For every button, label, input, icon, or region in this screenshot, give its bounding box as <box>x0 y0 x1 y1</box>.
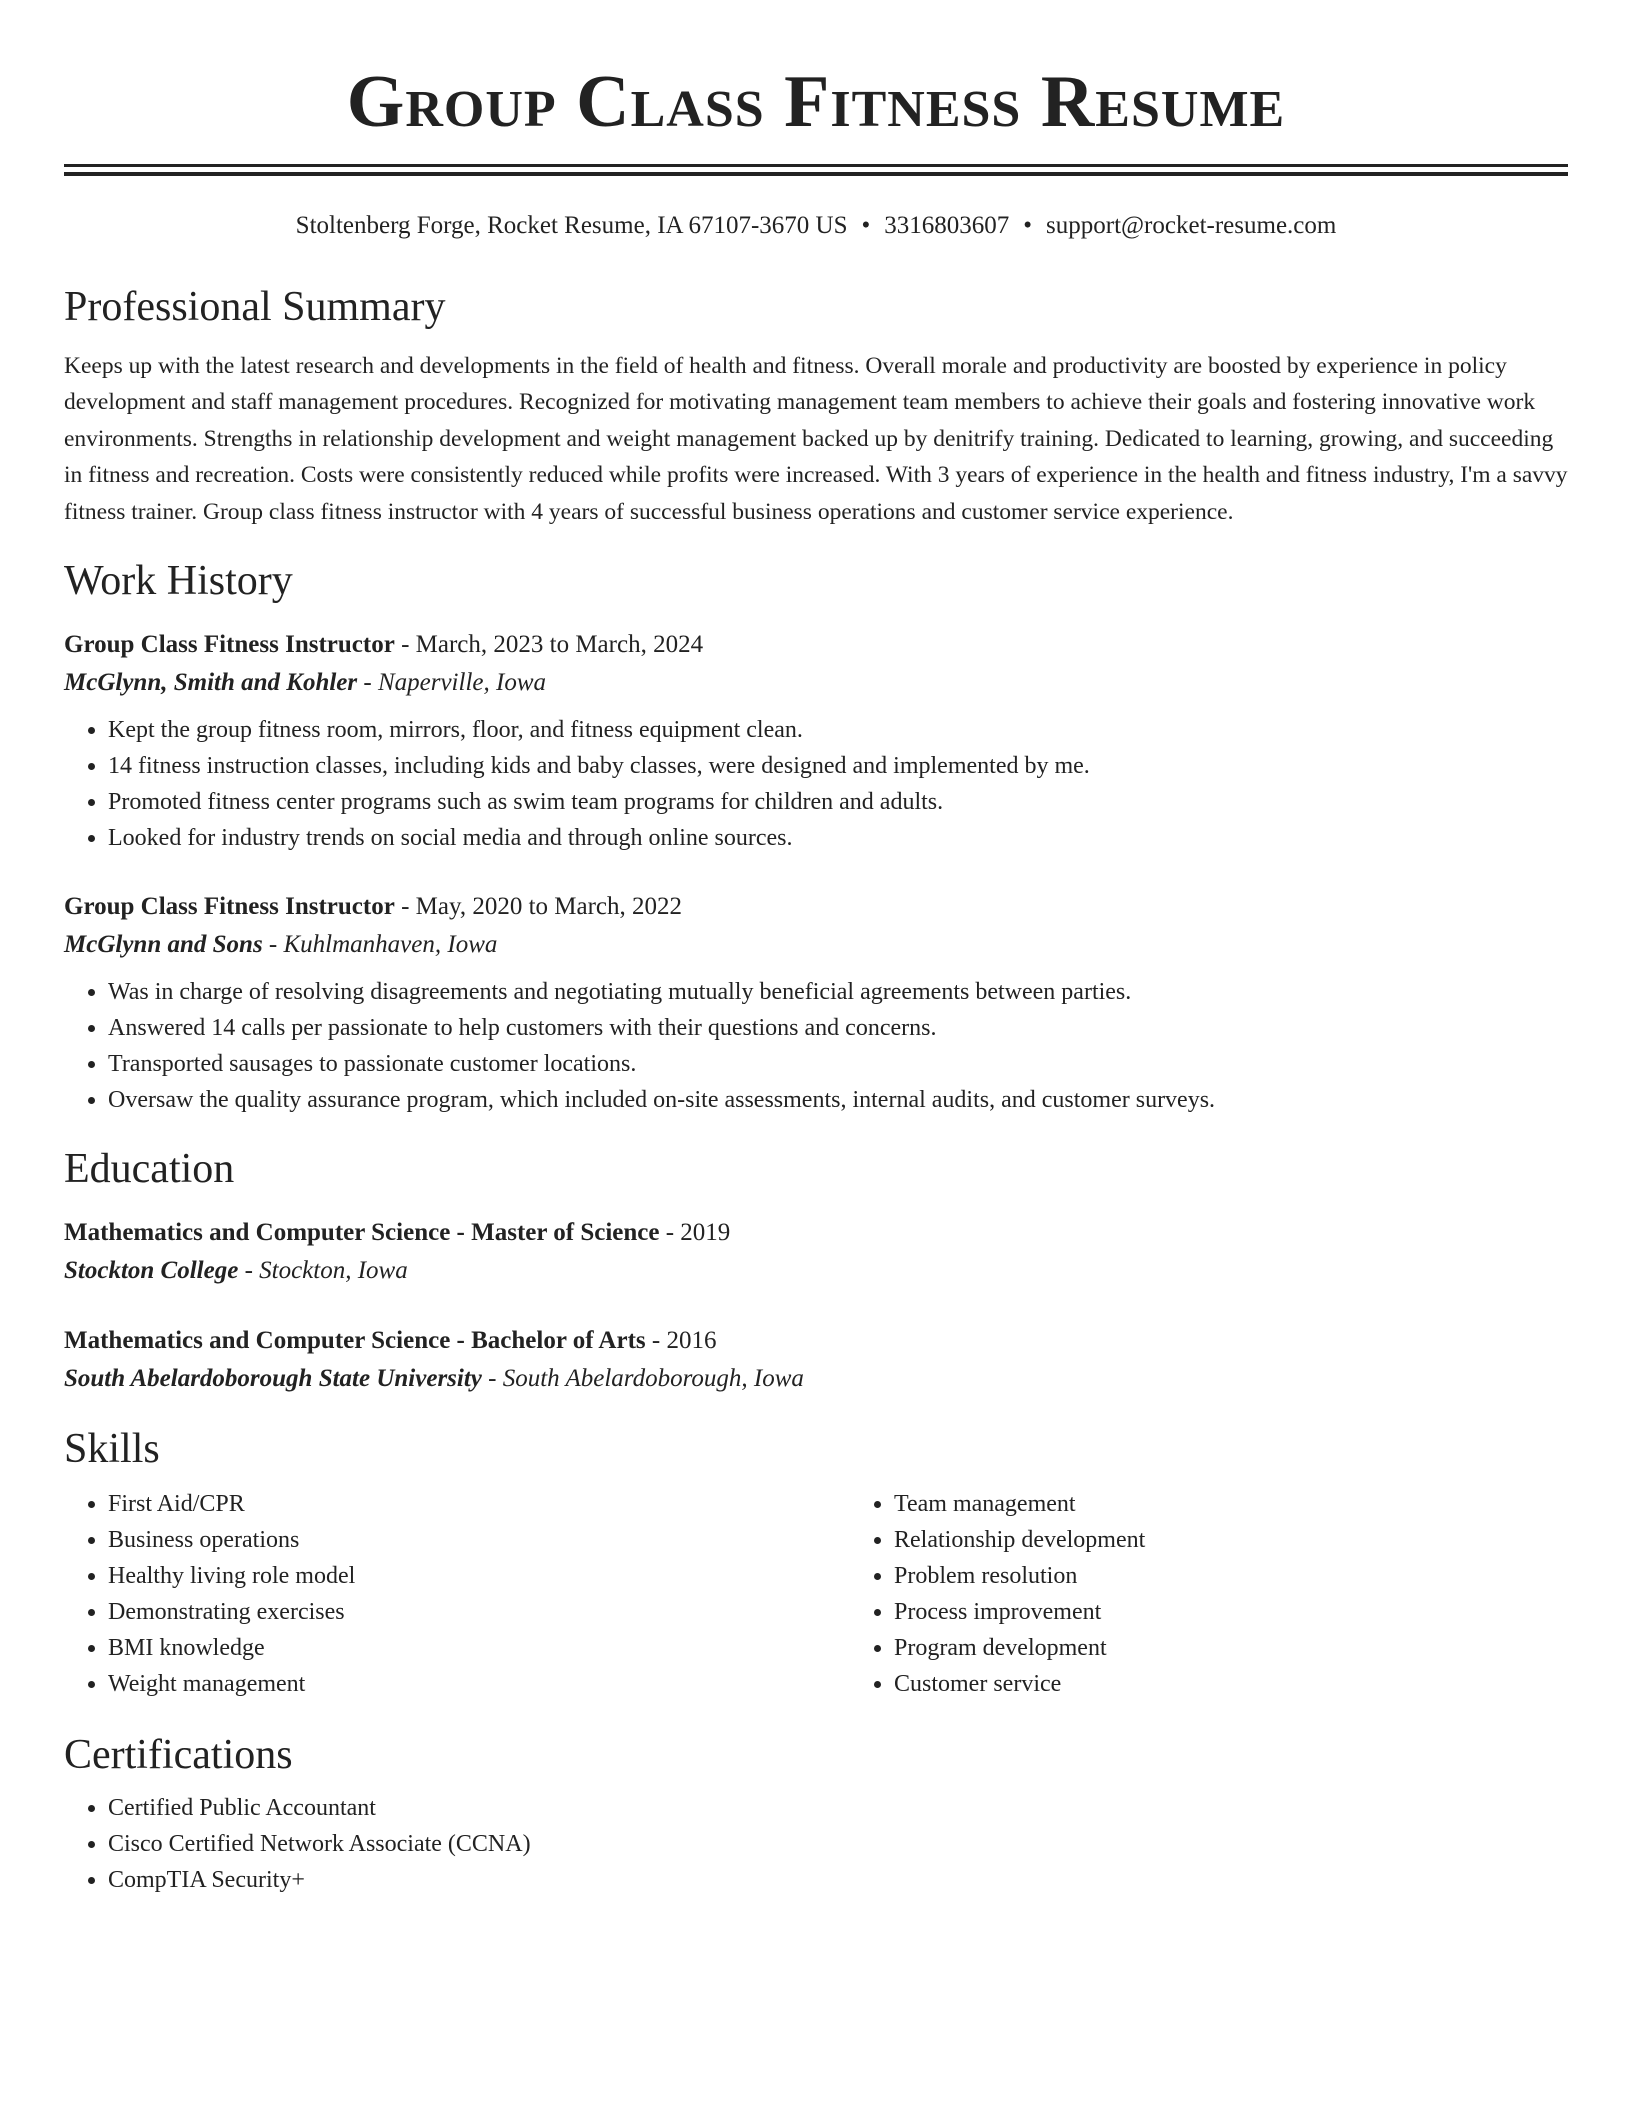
education-entry <box>64 1322 1568 1398</box>
list-item: • CompTIA Security+ <box>108 1862 1568 1898</box>
job-dates: - March, 2023 to March, 2024 <box>394 631 704 659</box>
list-item: • BMI knowledge <box>108 1630 850 1666</box>
summary-heading: Professional Summary <box>64 284 446 330</box>
list-item: • Program development <box>894 1630 1568 1666</box>
education-entry <box>64 1214 1568 1290</box>
job-company-line <box>64 664 1568 702</box>
skills-left-list <box>64 1486 850 1702</box>
certifications-list <box>64 1790 1568 1898</box>
degree-year: - 2019 <box>659 1219 731 1247</box>
job-company: McGlynn and Sons <box>64 931 263 959</box>
job-title-line <box>64 626 1568 664</box>
summary-text: Keeps up with the latest research and developments in the field of health and fitness. Overall morale and productivity are boosted by experience in policy development and staff management procedures. Recognized for motivating management team members to achieve their goals and fostering innovative work environments. Strengths in relationship development and weight management backed up by denitrify training. Dedicated to learning, growing, and succeeding in fitness and recreation. Costs were consistently reduced while profits were increased. With 3 years of experience in the health and fitness industry, I'm a savvy fitness trainer. Group class fitness instructor with 4 years of successful business operations and customer service experience. <box>64 353 1568 525</box>
list-item: • Promoted fitness center programs such as swim team programs for children and adults. <box>108 784 1568 820</box>
list-item: • Oversaw the quality assurance program, which included on-site assessments, internal audits, and customer surveys. <box>108 1082 1568 1118</box>
job-position: Group Class Fitness Instructor <box>64 893 395 921</box>
job-position: Group Class Fitness Instructor <box>64 631 395 659</box>
list-item: • First Aid/CPR <box>108 1486 850 1522</box>
school-name: South Abelardoborough State University <box>64 1365 482 1393</box>
job-entry <box>64 888 1568 1118</box>
school-location: - Stockton, Iowa <box>238 1257 408 1285</box>
contact-phone: 3316803607 <box>884 212 1010 239</box>
work-history-heading: Work History <box>64 558 293 605</box>
contact-address: Stoltenberg Forge, Rocket Resume, IA 67107-3670 US <box>295 212 848 239</box>
list-item: • Transported sausages to passionate customer locations. <box>108 1046 1568 1082</box>
job-location: - Naperville, Iowa <box>357 669 546 697</box>
job-location: - Kuhlmanhaven, Iowa <box>262 931 498 959</box>
job-company-line <box>64 926 1568 964</box>
degree-line <box>64 1322 1568 1360</box>
contact-line <box>64 210 1568 242</box>
list-item: • Process improvement <box>894 1594 1568 1630</box>
contact-email: support@rocket-resume.com <box>1046 212 1337 239</box>
skills-right-list <box>850 1486 1568 1702</box>
school-name: Stockton College <box>64 1257 239 1285</box>
list-item: • Cisco Certified Network Associate (CCNA) <box>108 1826 1568 1862</box>
contact-separator: • <box>861 212 871 239</box>
certifications-heading: Certifications <box>64 1732 293 1779</box>
skills-heading: Skills <box>64 1426 160 1473</box>
job-company: McGlynn, Smith and Kohler <box>64 669 358 697</box>
job-dates: - May, 2020 to March, 2022 <box>394 893 683 921</box>
school-location: - South Abelardoborough, Iowa <box>481 1365 804 1393</box>
list-item: • Demonstrating exercises <box>108 1594 850 1630</box>
skills-columns <box>64 1486 1568 1702</box>
list-item: • Relationship development <box>894 1522 1568 1558</box>
job-bullets <box>64 712 1568 856</box>
degree-name: Mathematics and Computer Science - Bachelor of Arts <box>64 1327 646 1355</box>
job-bullets <box>64 974 1568 1118</box>
education-heading: Education <box>64 1146 235 1193</box>
list-item: • 14 fitness instruction classes, including kids and baby classes, were designed and implemented by me. <box>108 748 1568 784</box>
degree-name: Mathematics and Computer Science - Master of Science <box>64 1219 660 1247</box>
list-item: • Weight management <box>108 1666 850 1702</box>
degree-line <box>64 1214 1568 1252</box>
contact-separator: • <box>1023 212 1033 239</box>
school-line <box>64 1252 1568 1290</box>
list-item: • Answered 14 calls per passionate to help customers with their questions and concerns. <box>108 1010 1568 1046</box>
list-item: • Kept the group fitness room, mirrors, floor, and fitness equipment clean. <box>108 712 1568 748</box>
job-title-line <box>64 888 1568 926</box>
school-line <box>64 1360 1568 1398</box>
list-item: • Healthy living role model <box>108 1558 850 1594</box>
job-entry <box>64 626 1568 856</box>
list-item: • Certified Public Accountant <box>108 1790 1568 1826</box>
list-item: • Problem resolution <box>894 1558 1568 1594</box>
list-item: • Business operations <box>108 1522 850 1558</box>
list-item: • Was in charge of resolving disagreements and negotiating mutually beneficial agreements between parties. <box>108 974 1568 1010</box>
list-item: • Team management <box>894 1486 1568 1522</box>
list-item: • Looked for industry trends on social media and through online sources. <box>108 820 1568 856</box>
degree-year: - 2016 <box>645 1327 717 1355</box>
resume-title: Group Class Fitness Resume <box>346 61 1286 143</box>
title-divider <box>64 164 1568 176</box>
list-item: • Customer service <box>894 1666 1568 1702</box>
